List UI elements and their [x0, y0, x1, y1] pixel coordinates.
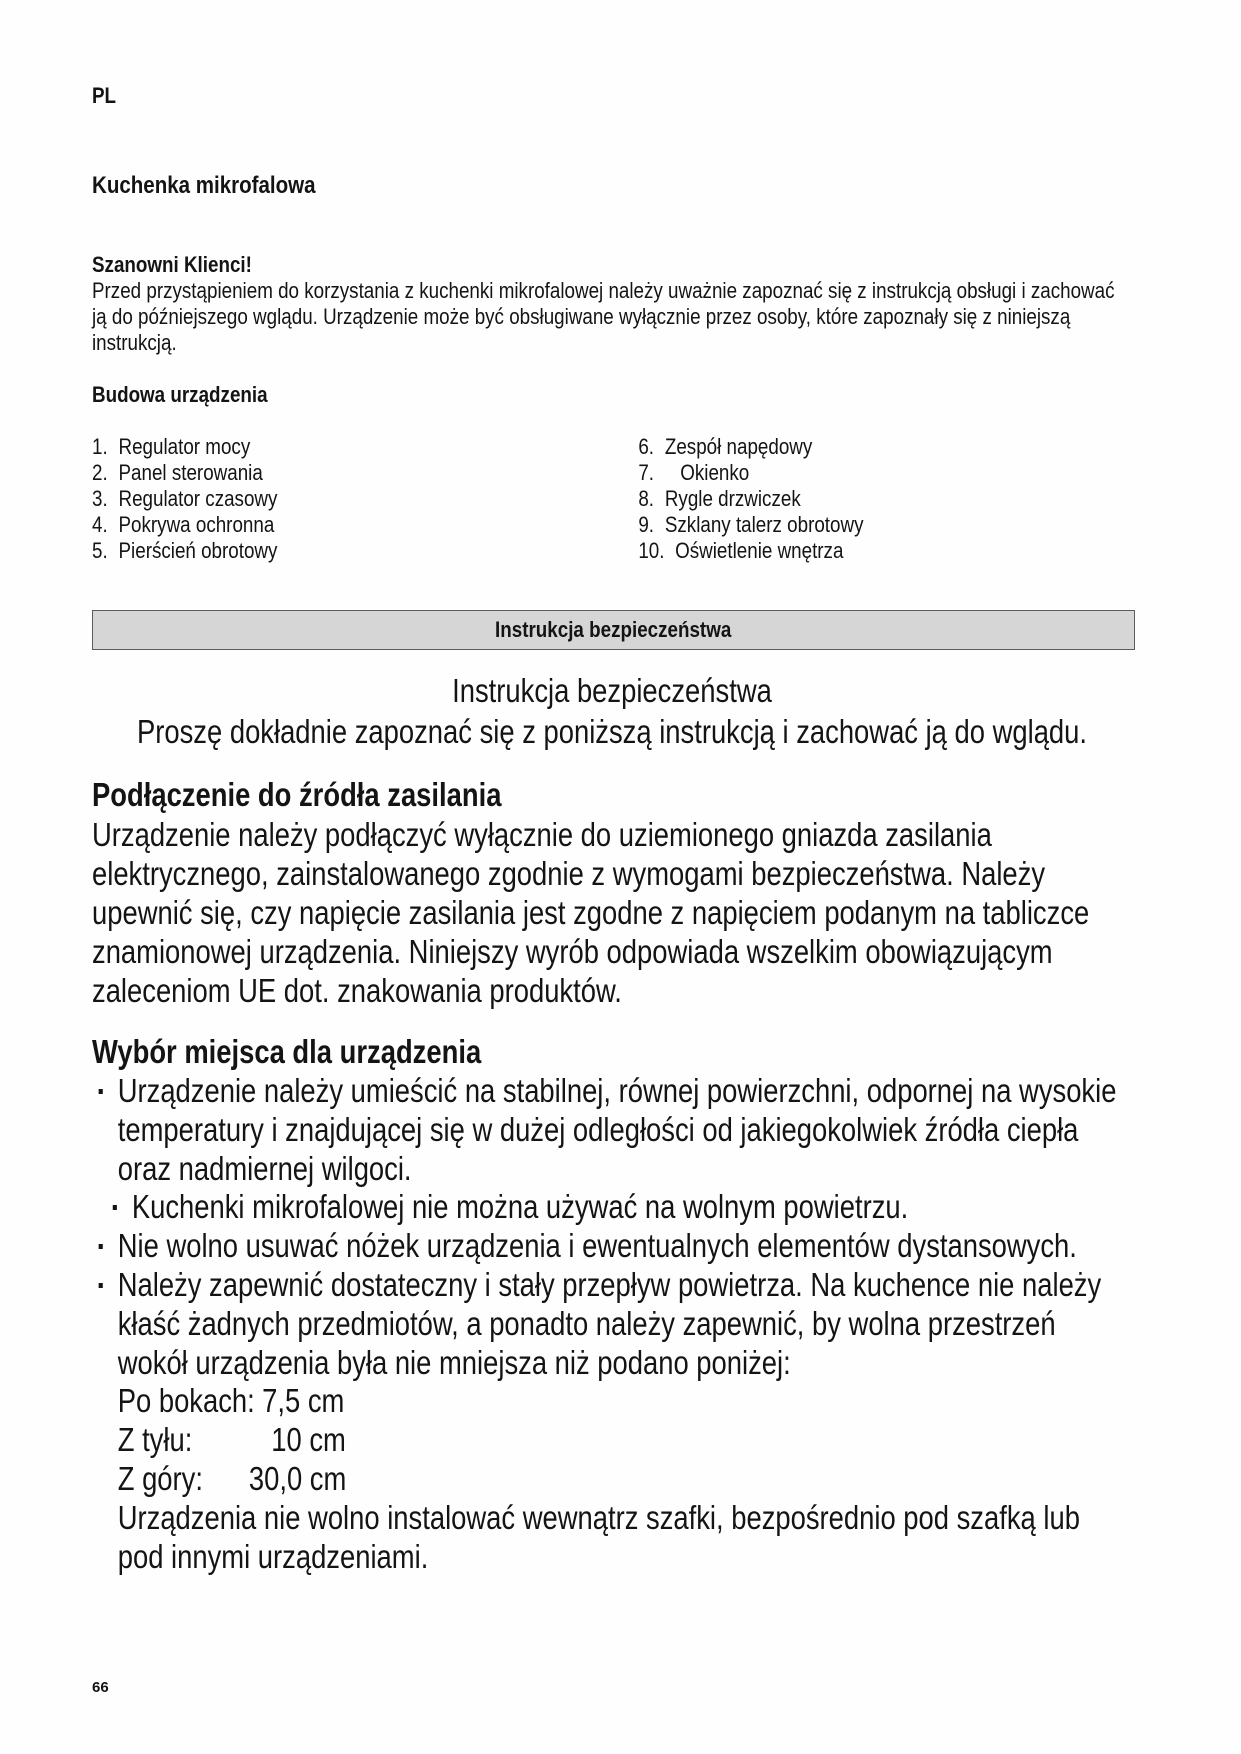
placement-heading: Wybór miejsca dla urządzenia: [92, 1033, 482, 1070]
bullet-line: [92, 1344, 1132, 1383]
clearance-value: 7,5 cm: [262, 1382, 345, 1420]
bullet-line: [92, 1072, 1132, 1111]
page-number: 66: [92, 1679, 109, 1696]
document-title: Kuchenka mikrofalowa: [92, 172, 316, 199]
item-label: Pokrywa ochronna: [118, 512, 275, 537]
power-paragraph: [92, 815, 1132, 1010]
bullet-marker: [99, 1283, 103, 1288]
bullet-line: [92, 1150, 1132, 1189]
bullet-text: Należy zapewnić dostateczny i stały przepływ powietrza. Na kuchence nie należy: [117, 1265, 1102, 1303]
bullet-text: Nie wolno usuwać nóżek urządzenia i ewentualnych elementów dystansowych.: [117, 1227, 1077, 1265]
clearance-label: Z tyłu:: [117, 1421, 193, 1459]
bullet-text: pod innymi urządzeniami.: [117, 1537, 429, 1575]
clearance-label: Po bokach:: [117, 1382, 255, 1420]
item-label: Pierścień obrotowy: [118, 538, 278, 563]
item-label: Szklany talerz obrotowy: [664, 512, 864, 537]
language-code: PL: [92, 83, 117, 108]
bullet-text: oraz nadmiernej wilgoci.: [117, 1149, 412, 1187]
item-label: Oświetlenie wnętrza: [675, 538, 844, 563]
bullet-marker: [99, 1089, 103, 1094]
bullet-line: [92, 1227, 1132, 1266]
bullet-text: Urządzenia nie wolno instalować wewnątrz szafki, bezpośrednio pod szafką lub: [117, 1498, 1080, 1536]
bullet-marker: [99, 1244, 103, 1249]
bullet-line: [92, 1266, 1132, 1305]
item-number: 5.: [92, 538, 108, 563]
item-number: 3.: [92, 486, 108, 511]
clearance-value: 30,0 cm: [248, 1459, 347, 1497]
clearance-row: [92, 1382, 1132, 1421]
paragraph-line: elektrycznego, zainstalowanego zgodnie z wymogami bezpieczeństwa. Należy: [92, 855, 1046, 892]
clearance-row: [92, 1421, 1132, 1460]
item-label: Rygle drzwiczek: [664, 486, 801, 511]
item-number: 10.: [638, 538, 665, 563]
paragraph-line: zaleceniom UE dot. znakowania produktów.: [92, 972, 622, 1009]
item-label: Zespół napędowy: [664, 434, 813, 459]
item-number: 2.: [92, 460, 108, 485]
bullet-line: [92, 1111, 1132, 1150]
intro-line: ją do późniejszego wglądu. Urządzenie może być obsługiwane wyłącznie przez osoby, które zapoznały się z niniejszą: [92, 304, 1071, 329]
greeting: Szanowni Klienci!: [92, 252, 252, 277]
bullet-text: Kuchenki mikrofalowej nie można używać na wolnym powietrzu.: [131, 1188, 909, 1226]
item-number: 8.: [638, 486, 655, 511]
clearance-value: 10 cm: [271, 1421, 346, 1459]
clearance-row: [92, 1460, 1132, 1499]
item-number: 7.: [638, 460, 655, 485]
item-number: 4.: [92, 512, 108, 537]
bullet-line: [92, 1499, 1132, 1538]
item-number: 1.: [92, 434, 108, 459]
intro-line: instrukcją.: [92, 330, 177, 355]
bullet-line: [92, 1188, 1132, 1227]
construction-heading: Budowa urządzenia: [92, 382, 268, 407]
paragraph-line: Urządzenie należy podłączyć wyłącznie do uziemionego gniazda zasilania: [92, 816, 992, 853]
bullet-line: [92, 1538, 1132, 1577]
bullet-text: temperatury i znajdującej się w dużej odległości od jakiegokolwiek źródła ciepła: [117, 1110, 1079, 1148]
safety-title: Instrukcja bezpieczeństwa: [452, 672, 772, 709]
item-label: Panel sterowania: [118, 460, 263, 485]
item-number: 6.: [638, 434, 655, 459]
paragraph-line: upewnić się, czy napięcie zasilania jest zgodne z napięciem podanym na tabliczce: [92, 894, 1090, 931]
intro-line: Przed przystąpieniem do korzystania z kuchenki mikrofalowej należy uważnie zapoznać się z instrukcją obsługi i zachować: [92, 278, 1115, 303]
bullet-text: wokół urządzenia była nie mniejsza niż podano poniżej:: [117, 1343, 791, 1381]
paragraph-line: znamionowej urządzenia. Niniejszy wyrób odpowiada wszelkim obowiązującym: [92, 933, 1053, 970]
bullet-text: kłaść żadnych przedmiotów, a ponadto należy zapewnić, by wolna przestrzeń: [117, 1304, 1056, 1342]
bullet-text: Urządzenie należy umieścić na stabilnej, równej powierzchni, odpornej na wysokie: [117, 1072, 1117, 1109]
item-label: Okienko: [680, 460, 750, 485]
safety-title-block: [92, 670, 1132, 752]
item-label: Regulator czasowy: [118, 486, 278, 511]
safety-section-bar-label: Instrukcja bezpieczeństwa: [495, 617, 732, 642]
item-number: 9.: [638, 512, 655, 537]
bullet-marker: [113, 1205, 117, 1210]
power-heading: Podłączenie do źródła zasilania: [92, 776, 502, 813]
safety-section: [92, 0, 1132, 1600]
safety-subtitle: Proszę dokładnie zapoznać się z poniższą instrukcją i zachować ją do wglądu.: [136, 713, 1088, 750]
placement-bullet-list: [92, 1072, 1132, 1576]
clearance-label: Z góry:: [117, 1459, 203, 1497]
item-label: Regulator mocy: [118, 434, 251, 459]
bullet-line: [92, 1305, 1132, 1344]
